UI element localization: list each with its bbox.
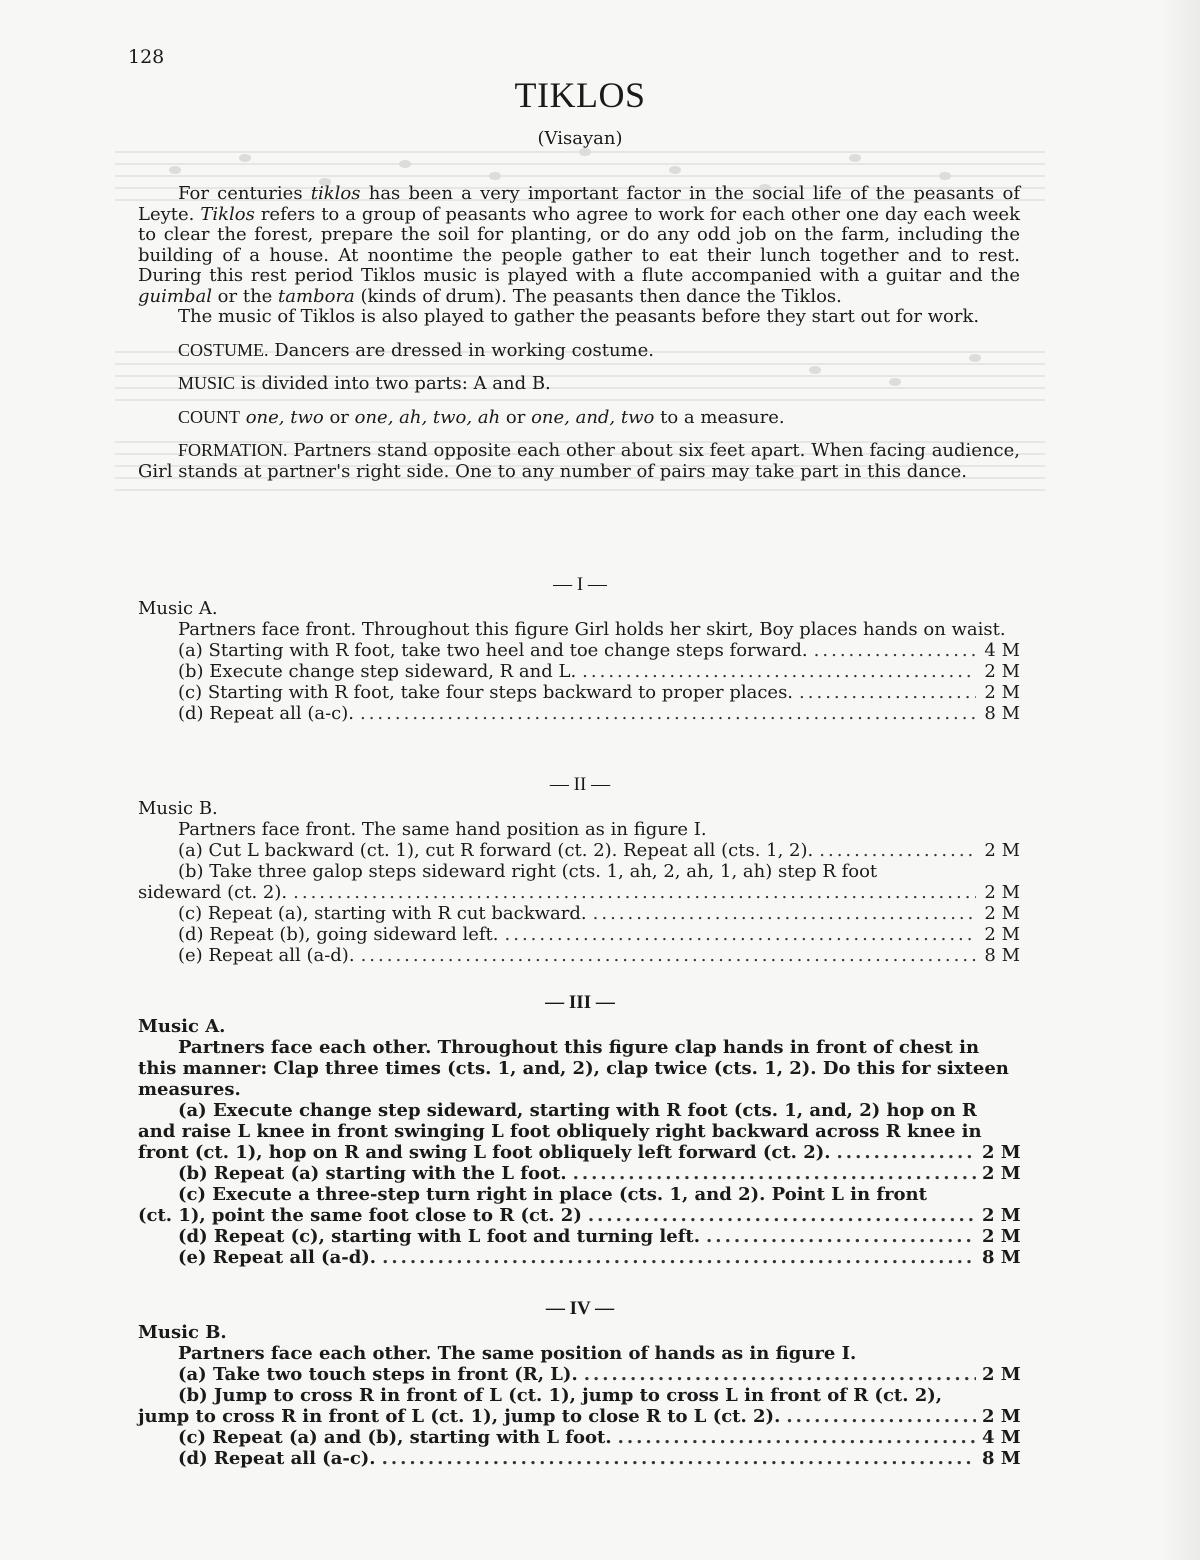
dot-leader — [799, 682, 976, 703]
figure-1 — [138, 598, 1020, 724]
step-text: sideward (ct. 2). — [138, 882, 288, 903]
intro-paragraph-2: The music of Tiklos is also played to gather the peasants before they start out for work. — [178, 306, 980, 327]
step-measures: 8 M — [984, 945, 1020, 966]
dot-leader — [361, 945, 976, 966]
step-row — [138, 1226, 1020, 1247]
step-measures: 2 M — [982, 1163, 1021, 1184]
step-measures: 2 M — [984, 903, 1020, 924]
step-text: (e) Repeat all (a-d). — [178, 1247, 377, 1268]
costume-label: COSTUME. — [178, 339, 269, 360]
dot-leader — [618, 1427, 976, 1448]
page-title: TIKLOS — [514, 75, 646, 115]
figure-3-description: Partners face each other. Throughout this figure clap hands in front of chest in this manner: Clap three times (cts. 1, and, 2), clap twice (cts. 1, 2). Do this for sixteen measures. — [138, 1037, 1009, 1100]
step-row — [138, 945, 1020, 966]
intro-text: has been a very important factor in the social life of the peasants of Leyte. — [138, 183, 1020, 225]
step-measures: 2 M — [984, 882, 1020, 903]
count-text: to a measure. — [654, 406, 785, 428]
formation-label: FORMATION. — [178, 440, 288, 460]
count-text: or — [323, 406, 355, 428]
figure-1-description: Partners face front. Throughout this figure Girl holds her skirt, Boy places hands on waist. — [178, 619, 1006, 640]
step-text: (a) Starting with R foot, take two heel and toe change steps forward. — [178, 640, 808, 661]
costume-text: Dancers are dressed in working costume. — [268, 339, 654, 361]
step-measures: 2 M — [982, 1142, 1021, 1163]
dot-leader — [382, 1247, 976, 1268]
step-measures: 2 M — [984, 840, 1020, 861]
figure-2 — [138, 798, 1020, 966]
step-text: (c) Starting with R foot, take four steps backward to proper places. — [178, 682, 794, 703]
figure-1-heading: — I — — [553, 574, 607, 595]
dot-leader — [584, 1364, 976, 1385]
step-text: (c) Repeat (a), starting with R cut backward. — [178, 903, 587, 924]
step-text: (b) Repeat (a) starting with the L foot. — [178, 1163, 567, 1184]
figure-4-description: Partners face each other. The same position of hands as in figure I. — [178, 1343, 857, 1364]
step-measures: 8 M — [984, 703, 1020, 724]
intro-term: guimbal — [138, 285, 212, 307]
step-measures: 8 M — [982, 1247, 1021, 1268]
count-paragraph — [138, 407, 1020, 429]
costume-paragraph — [138, 340, 1020, 362]
step-measures: 4 M — [982, 1427, 1021, 1448]
count-text: one, two — [240, 406, 324, 428]
step-measures: 2 M — [984, 924, 1020, 945]
page-edge-shadow — [1160, 0, 1200, 1560]
formation-paragraph — [138, 440, 1020, 482]
step-text: (d) Repeat (b), going sideward left. — [178, 924, 499, 945]
step-text: (ct. 1), point the same foot close to R (ct. 2) — [138, 1205, 582, 1226]
step-measures: 8 M — [982, 1448, 1021, 1469]
figure-3 — [138, 1016, 1020, 1268]
intro-term: tiklos — [310, 183, 361, 204]
music-text: is divided into two parts: A and B. — [235, 373, 551, 394]
dot-leader — [360, 703, 976, 724]
step-row — [138, 840, 1020, 861]
dot-leader — [786, 1406, 976, 1427]
intro-text: or the — [211, 285, 279, 307]
step-text: (d) Repeat all (a-c). — [178, 1448, 376, 1469]
intro-term: tambora — [278, 285, 355, 307]
step-text: and raise L knee in front swinging L foot obliquely right backward across R knee in — [138, 1121, 982, 1142]
step-row — [138, 1205, 1020, 1226]
page-number: 128 — [128, 46, 165, 68]
figure-2-music: Music B. — [138, 798, 218, 819]
count-text: one, and, two — [531, 406, 655, 428]
step-row — [138, 924, 1020, 945]
step-row — [138, 882, 1020, 903]
step-text: (a) Cut L backward (ct. 1), cut R forward (ct. 2). Repeat all (cts. 1, 2). — [178, 840, 814, 861]
dot-leader — [819, 840, 976, 861]
figure-4-music: Music B. — [138, 1322, 227, 1343]
dot-leader — [588, 1205, 976, 1226]
step-measures: 2 M — [982, 1205, 1021, 1226]
intro-section — [138, 184, 1020, 482]
dot-leader — [293, 882, 976, 903]
intro-text: (kinds of drum). The peasants then dance the Tiklos. — [354, 285, 842, 307]
figure-3-music: Music A. — [138, 1016, 226, 1037]
figure-2-heading: — II — — [549, 774, 611, 795]
dot-leader — [837, 1142, 976, 1163]
dot-leader — [382, 1448, 976, 1469]
step-text: (a) Take two touch steps in front (R, L). — [178, 1364, 578, 1385]
figure-3-heading: — III — — [545, 992, 615, 1013]
step-text: (e) Repeat all (a-d). — [178, 945, 355, 966]
dot-leader — [582, 661, 976, 682]
step-text: (c) Execute a three-step turn right in place (cts. 1, and 2). Point L in front — [178, 1184, 927, 1205]
step-measures: 2 M — [984, 661, 1020, 682]
intro-text: For centuries — [178, 183, 311, 204]
dot-leader — [706, 1226, 976, 1247]
count-text: or — [500, 406, 532, 428]
step-row — [138, 903, 1020, 924]
step-row — [138, 703, 1020, 724]
music-label: MUSIC — [178, 373, 236, 393]
count-text: one, ah, two, ah — [354, 406, 501, 428]
intro-paragraph-1 — [138, 184, 1020, 307]
step-measures: 4 M — [984, 640, 1020, 661]
step-measures: 2 M — [984, 682, 1020, 703]
step-row — [138, 661, 1020, 682]
step-row — [138, 1163, 1020, 1184]
step-row — [138, 1406, 1020, 1427]
figure-1-music: Music A. — [138, 598, 218, 619]
step-row — [138, 1448, 1020, 1469]
step-text: (b) Jump to cross R in front of L (ct. 1), jump to cross L in front of R (ct. 2), — [178, 1385, 943, 1406]
figure-4 — [138, 1322, 1020, 1469]
step-measures: 2 M — [982, 1364, 1021, 1385]
step-text: front (ct. 1), hop on R and swing L foot obliquely left forward (ct. 2). — [138, 1142, 831, 1163]
figure-2-description: Partners face front. The same hand position as in figure I. — [178, 819, 707, 840]
step-text: (a) Execute change step sideward, starting with R foot (cts. 1, and, 2) hop on R — [178, 1100, 977, 1121]
step-row — [138, 1364, 1020, 1385]
step-text: (c) Repeat (a) and (b), starting with L foot. — [178, 1427, 612, 1448]
count-label: COUNT — [178, 406, 240, 427]
step-text: jump to cross R in front of L (ct. 1), jump to close R to L (ct. 2). — [138, 1406, 781, 1427]
step-row — [138, 1427, 1020, 1448]
step-text: (d) Repeat all (a-c). — [178, 703, 354, 724]
dot-leader — [505, 924, 976, 945]
dot-leader — [814, 640, 976, 661]
step-measures: 2 M — [982, 1406, 1021, 1427]
step-text: (b) Execute change step sideward, R and L. — [178, 661, 577, 682]
step-row — [138, 1142, 1020, 1163]
step-row — [138, 682, 1020, 703]
formation-text: Partners stand opposite each other about six feet apart. When facing audience, Girl stands at partner's right side. One to any number of pairs may take part in this dance. — [138, 440, 1020, 482]
music-paragraph — [138, 373, 1020, 395]
dot-leader — [573, 1163, 976, 1184]
dot-leader — [593, 903, 976, 924]
intro-term: Tiklos — [200, 203, 255, 225]
step-measures: 2 M — [982, 1226, 1021, 1247]
step-text: (d) Repeat (c), starting with L foot and turning left. — [178, 1226, 701, 1247]
figure-4-heading: — IV — — [545, 1298, 615, 1319]
step-row — [138, 640, 1020, 661]
step-text: (b) Take three galop steps sideward right (cts. 1, ah, 2, ah, 1, ah) step R foot — [178, 861, 878, 882]
step-row — [138, 1247, 1020, 1268]
intro-text: refers to a group of peasants who agree to work for each other one day each week to clear the forest, prepare the soil for planting, or do any odd job on the farm, including the building of a house. At noontime the people gather to eat their lunch together and to rest. During this rest period Tiklos music is played with a flute accompanied with a guitar and the — [138, 203, 1020, 286]
page-subtitle: (Visayan) — [537, 128, 623, 149]
